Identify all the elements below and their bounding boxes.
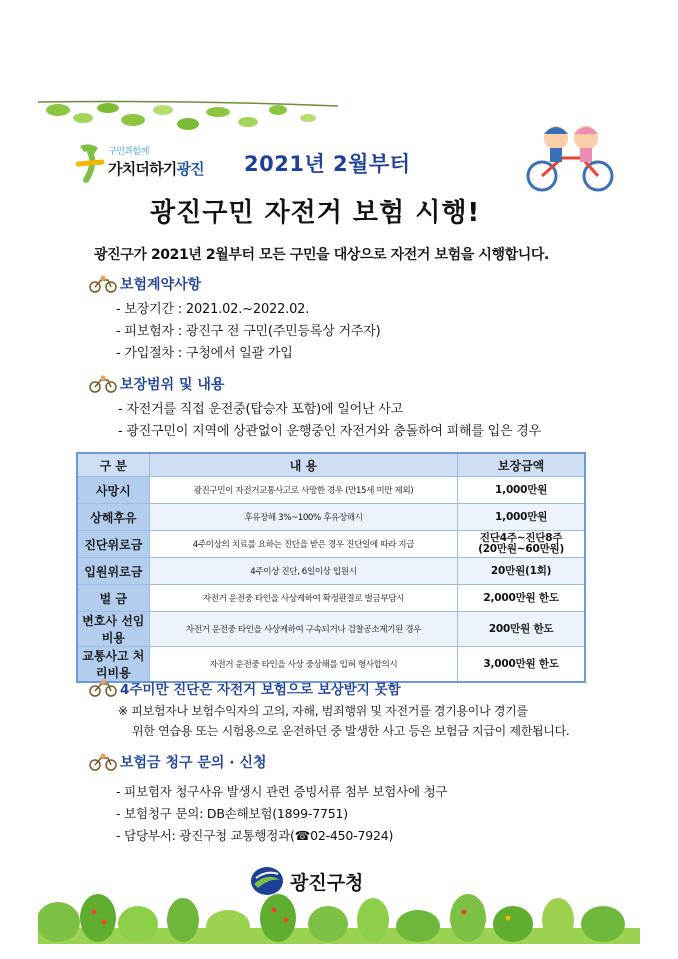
tandem-bike-illustration [522,118,618,194]
table-header-cell: 구 분 [77,453,149,477]
table-row [77,477,585,504]
table-category: 벌 금 [77,585,149,612]
bicycle-icon [88,679,118,697]
note-line: 위한 연습용 또는 시험용으로 운전하던 중 발생한 사고 등은 보험금 지급이 제한됩니다. [132,724,570,738]
coverage-item: - 자전거를 직접 운전중(탑승자 포함)에 일어난 사고 [118,402,403,417]
table-category: 입원위로금 [77,558,149,585]
section-claim-heading: 보험금 청구 문의 · 신청 [88,752,267,772]
notice-page [38,98,640,944]
table-amount: 진단4주~진단8주 (20만원~60만원) [458,531,585,558]
main-title: 광진구민 자전거 보험 시행! [150,198,481,228]
section-coverage-heading: 보장범위 및 내용 [88,374,224,394]
contract-item: - 피보험자 : 광진구 전 구민(주민등록상 거주자) [116,324,381,339]
table-amount: 2,000만원 한도 [458,585,585,612]
contract-item: - 보장기간 : 2021.02.~2022.02. [116,302,310,317]
contract-item: - 가입절차 : 구청에서 일괄 가입 [116,346,293,361]
logo-main-text: 가치더하기광진 [108,160,204,178]
bicycle-icon [88,753,118,771]
table-header-cell: 보장금액 [458,453,585,477]
coverage-table [76,452,586,683]
table-description: 4주이상 진단, 6일이상 입원시 [149,558,458,585]
table-row [77,647,585,683]
note-line: ※ 피보험자나 보험수익자의 고의, 자해, 범죄행위 및 자전거를 경기용이나 경기를 [118,704,528,718]
table-category: 사망시 [77,477,149,504]
bicycle-icon [88,275,118,293]
table-header-cell: 내 용 [149,453,458,477]
table-row [77,558,585,585]
table-row [77,504,585,531]
table-header-row [77,453,585,477]
warning-heading: 4주미만 진단은 자전거 보험으로 보상받지 못함 [88,678,401,698]
table-description: 광진구민이 자전거교통사고로 사망한 경우 (만15세 미만 제외) [149,477,458,504]
table-amount: 200만원 한도 [458,612,585,647]
table-amount: 20만원(1회) [458,558,585,585]
claim-item: - 보험청구 문의: DB손해보험(1899-7751) [116,806,348,821]
table-row [77,612,585,647]
table-category: 진단위로금 [77,531,149,558]
table-amount: 3,000만원 한도 [458,647,585,683]
claim-item: - 담당부서: 광진구청 교통행정과(☎02-450-7924) [116,828,394,843]
date-title: 2021년 2월부터 [244,152,411,176]
table-amount: 1,000만원 [458,477,585,504]
office-name: 광진구청 [290,871,364,894]
table-description: 자전거 운전중 타인을 사상케하여 구속되거나 검찰공소제기된 경우 [149,612,458,647]
table-category: 상해후유 [77,504,149,531]
gwangjin-slogan-logo [76,140,236,190]
logo-mark-icon [76,140,106,186]
table-category: 변호사 선임비용 [77,612,149,647]
table-description: 후유장해 3%~100% 후유장해시 [149,504,458,531]
table-description: 자전거 운전중 타인을 사상케하여 확정판결로 벌금부담시 [149,585,458,612]
section-contract-heading: 보험계약사항 [88,274,201,294]
table-category: 교통사고 처리비용 [77,647,149,683]
table-row [77,585,585,612]
table-description: 4주이상의 치료를 요하는 진단을 받은 경우 진단일에 따라 지급 [149,531,458,558]
logo-small-text: 구민과함께 [108,147,149,157]
table-row [77,531,585,558]
table-description: 자전거 운전중 타인을 사상 중상해를 입혀 형사합의시 [149,647,458,683]
coverage-item: - 광진구민이 지역에 상관없이 운행중인 자전거와 충돌하여 피해를 입은 경우 [118,424,541,439]
table-amount: 1,000만원 [458,504,585,531]
trees-decoration [38,888,640,944]
intro-text: 광진구가 2021년 2월부터 모든 구민을 대상으로 자전거 보험을 시행합니다. [94,247,549,263]
bicycle-icon [88,375,118,393]
claim-item: - 피보험자 청구사유 발생시 관련 증빙서류 첨부 보험사에 청구 [116,784,448,799]
